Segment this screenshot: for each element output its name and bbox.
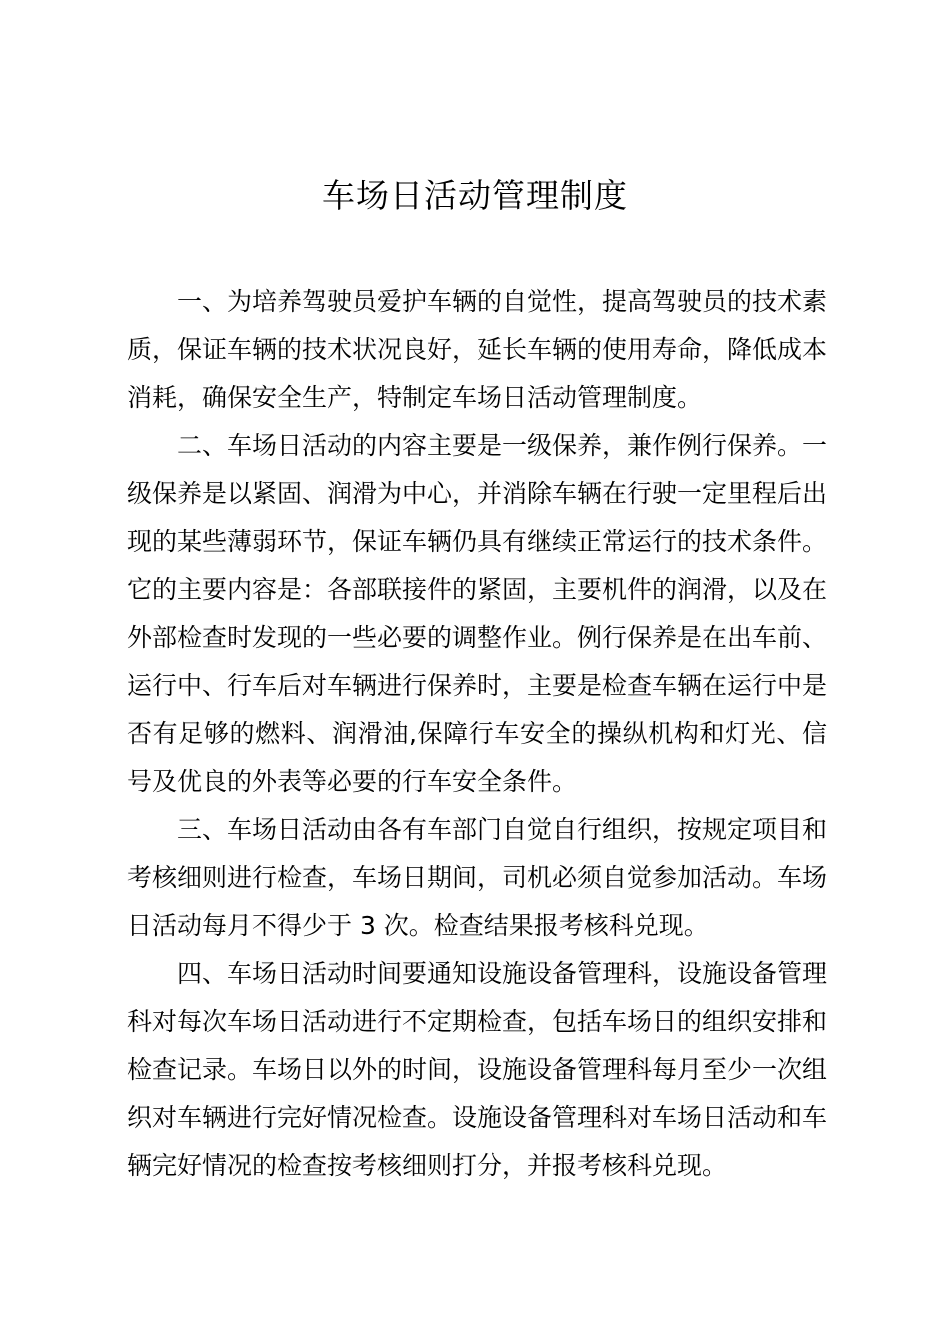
document-body [127,278,827,1190]
paragraph-2: 二、车场日活动的内容主要是一级保养，兼作例行保养。一级保养是以紧固、润滑为中心，并消除车辆在行驶一定里程后出现的某些薄弱环节，保证车辆仍具有继续正常运行的技术条件。它的主要内容是：各部联接件的紧固，主要机件的润滑，以及在外部检查时发现的一些必要的调整作业。例行保养是在出车前、运行中、行车后对车辆进行保养时，主要是检查车辆在运行中是否有足够的燃料、润滑油,保障行车安全的操纵机构和灯光、信号及优良的外表等必要的行车安全条件。 [127,431,828,796]
paragraph-4: 四、车场日活动时间要通知设施设备管理科，设施设备管理科对每次车场日活动进行不定期检查，包括车场日的组织安排和检查记录。车场日以外的时间，设施设备管理科每月至少一次组织对车辆进行完好情况检查。设施设备管理科对车场日活动和车辆完好情况的检查按考核细则打分，并报考核科兑现。 [127,959,828,1180]
paragraph-3: 三、车场日活动由各有车部门自觉自行组织，按规定项目和考核细则进行检查，车场日期间，司机必须自觉参加活动。车场日活动每月不得少于 3 次。检查结果报考核科兑现。 [127,815,828,940]
paragraph-1: 一、为培养驾驶员爱护车辆的自觉性，提高驾驶员的技术素质，保证车辆的技术状况良好，延长车辆的使用寿命，降低成本消耗，确保安全生产，特制定车场日活动管理制度。 [127,287,828,412]
document-title: 车场日活动管理制度 [322,176,628,215]
